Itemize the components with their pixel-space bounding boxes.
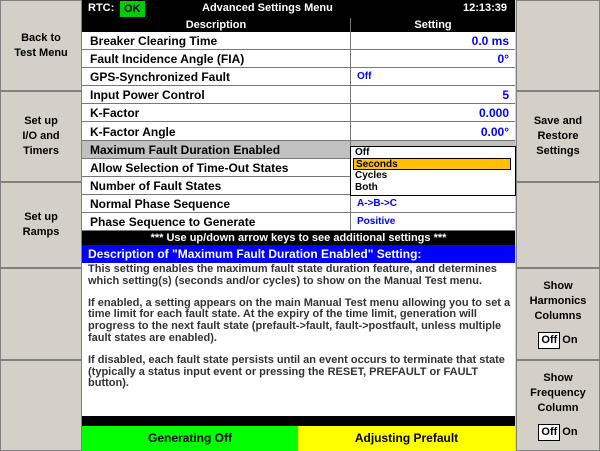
left-blank-button-4[interactable] xyxy=(0,268,82,360)
top-bar xyxy=(82,0,515,18)
dropdown-option[interactable]: Both xyxy=(355,182,378,193)
table-row[interactable] xyxy=(82,123,515,141)
line: Restore xyxy=(537,130,579,142)
right-blank-button-3[interactable] xyxy=(516,182,600,268)
row-description: Breaker Clearing Time xyxy=(90,34,218,48)
table-row[interactable] xyxy=(82,213,515,231)
save-restore-settings-button[interactable] xyxy=(516,91,600,182)
setup-io-timers-button[interactable] xyxy=(0,91,82,182)
line: Harmonics xyxy=(529,295,587,307)
description-paragraph: This setting enables the maximum fault state duration feature, and determines which setting(s) (seconds and/or cycles) to show on the Manual Test menu. xyxy=(88,264,497,287)
row-description: K-Factor Angle xyxy=(90,124,176,139)
divider-strip xyxy=(82,416,515,426)
setting-dropdown[interactable] xyxy=(350,146,516,196)
setup-ramps-button[interactable] xyxy=(0,182,82,268)
toggle-on-option[interactable]: On xyxy=(562,425,578,438)
description-title xyxy=(82,245,515,263)
description-paragraph: If enabled, a setting appears on the main Manual Test menu allowing you to set a time limit for each fault state. At the expiry of the time limit, generation will progress to the next fault state (prefault->fault, fault->postfault, unless multiple fault states are enabled). xyxy=(88,296,511,344)
table-row[interactable] xyxy=(82,50,515,68)
rtc-status-badge: OK xyxy=(120,1,145,17)
description-body xyxy=(88,264,512,416)
clock: 12:13:39 xyxy=(462,2,507,14)
right-blank-button-1[interactable] xyxy=(516,0,600,91)
row-value: 0° xyxy=(497,52,509,67)
row-description: Fault Incidence Angle (FIA) xyxy=(90,52,245,67)
back-to-test-menu-button[interactable] xyxy=(0,0,82,91)
show-frequency-column-button[interactable] xyxy=(516,360,600,451)
page-title: Advanced Settings Menu xyxy=(202,2,333,14)
row-value: 0.00° xyxy=(480,124,509,139)
table-row[interactable] xyxy=(82,32,515,50)
dropdown-option-selected[interactable]: Seconds xyxy=(353,158,511,170)
description-title-text: Description of "Maximum Fault Duration Enabled" Setting: xyxy=(88,247,422,261)
line: Frequency xyxy=(530,386,586,399)
back-to-test-menu-label xyxy=(14,31,68,61)
dropdown-option[interactable]: Cycles xyxy=(355,170,388,181)
line: Save and xyxy=(533,115,583,127)
generation-status: Generating Off xyxy=(82,426,298,451)
adjusting-status: Adjusting Prefault xyxy=(298,426,515,451)
table-row[interactable] xyxy=(82,86,515,104)
toggle-off-option[interactable]: Off xyxy=(538,332,560,349)
line: Test Menu xyxy=(14,46,68,59)
line: Timers xyxy=(23,145,59,157)
line: Ramps xyxy=(22,226,60,238)
show-harmonics-columns-button[interactable] xyxy=(516,268,600,360)
show-harmonics-label xyxy=(530,279,587,324)
rtc-label: RTC: xyxy=(88,2,115,14)
row-description: Input Power Control xyxy=(90,88,205,103)
setup-ramps-label xyxy=(23,210,60,240)
harmonics-toggle[interactable] xyxy=(538,332,577,349)
setup-io-timers-label xyxy=(22,114,59,159)
description-paragraph: If disabled, each fault state persists until an event occurs to terminate that state (typically a status input event or pressing the RESET, PREFAULT or FAULT button). xyxy=(88,353,505,390)
row-description: Number of Fault States xyxy=(90,178,222,193)
column-divider xyxy=(350,18,351,230)
table-row[interactable] xyxy=(82,104,515,122)
toggle-off-option[interactable]: Off xyxy=(538,424,560,441)
line: I/O and xyxy=(22,130,60,142)
line: Back to xyxy=(21,31,61,44)
row-value: Off xyxy=(357,71,372,83)
line: Columns xyxy=(534,310,582,322)
line: Show xyxy=(543,371,573,384)
row-description: Phase Sequence to Generate xyxy=(90,215,256,229)
line: Set up xyxy=(24,115,58,127)
row-value: A->B->C xyxy=(357,197,398,209)
table-row[interactable] xyxy=(82,195,515,213)
row-value: Positive xyxy=(357,216,396,227)
description-column-header: Description xyxy=(82,18,350,32)
show-frequency-label xyxy=(530,371,586,416)
left-blank-button-5[interactable] xyxy=(0,360,82,451)
row-description: K-Factor xyxy=(90,106,140,121)
frequency-toggle[interactable] xyxy=(538,424,577,441)
line: Show xyxy=(543,280,573,292)
row-description: Allow Selection of Time-Out States xyxy=(90,160,289,175)
settings-panel xyxy=(82,0,515,451)
row-value: 0.000 xyxy=(478,106,509,121)
line: Set up xyxy=(24,211,58,223)
dropdown-option[interactable]: Off xyxy=(355,147,370,158)
line: Column xyxy=(537,401,579,414)
scroll-hint: *** Use up/down arrow keys to see additional settings *** xyxy=(82,231,515,245)
table-row[interactable] xyxy=(82,68,515,86)
row-value: 0.0 ms xyxy=(471,34,509,48)
row-description: Maximum Fault Duration Enabled xyxy=(90,142,281,157)
row-value: 5 xyxy=(502,88,509,103)
row-description: Normal Phase Sequence xyxy=(90,196,231,211)
row-description: GPS-Synchronized Fault xyxy=(90,70,231,85)
save-restore-label xyxy=(534,114,582,159)
line: Settings xyxy=(536,145,580,157)
toggle-on-option[interactable]: On xyxy=(562,334,578,346)
setting-column-header: Setting xyxy=(351,18,515,32)
